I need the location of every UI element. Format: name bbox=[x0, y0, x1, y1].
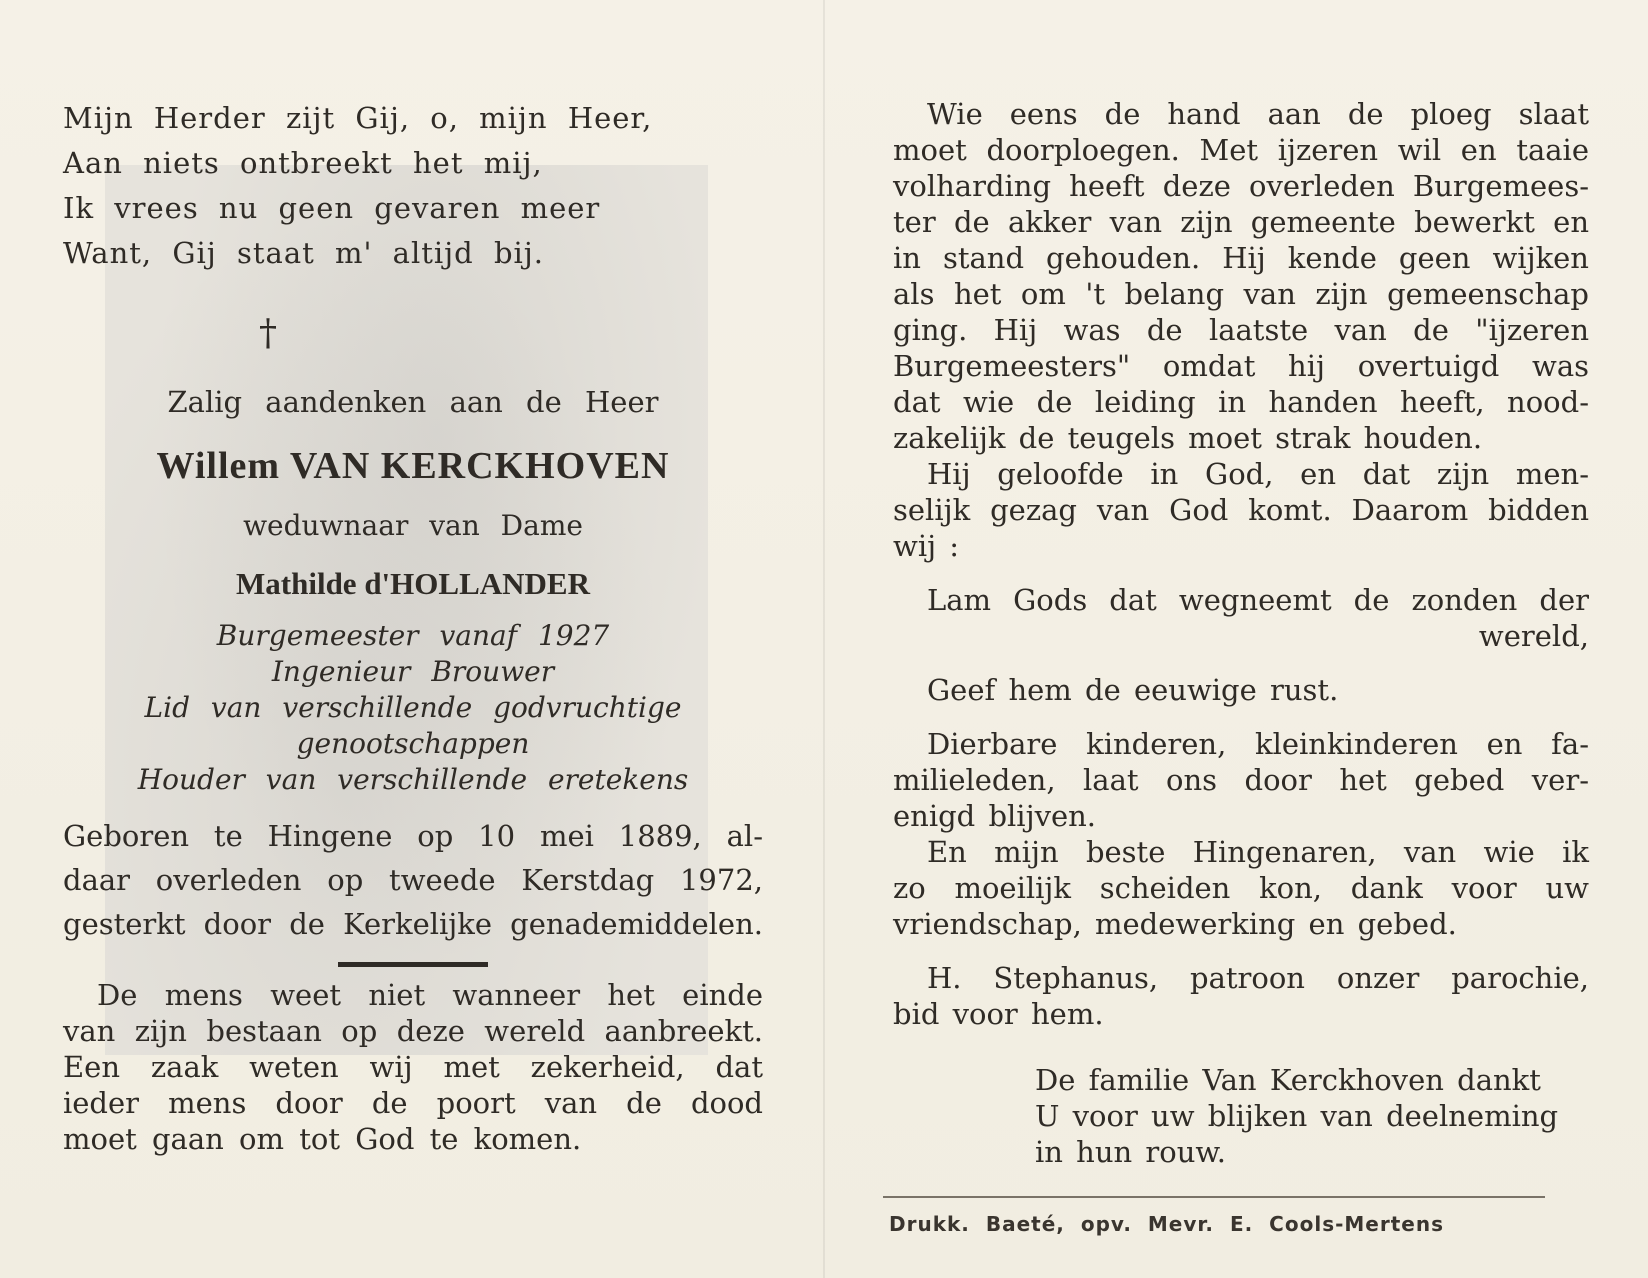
deceased-name: Willem VAN KERCKHOVEN bbox=[156, 445, 670, 487]
text-line: als het om 't belang van zijn gemeenschap bbox=[893, 277, 1589, 311]
spacer bbox=[893, 654, 1589, 672]
reflection-text bbox=[63, 977, 763, 1157]
right-panel bbox=[889, 96, 1589, 1236]
text-line: zo moeilijk scheiden kon, dank voor uw bbox=[893, 871, 1589, 905]
left-panel bbox=[63, 96, 763, 1157]
title-line: genootschappen bbox=[296, 727, 530, 760]
text-line: ter de akker van zijn gemeente bewerkt en bbox=[893, 205, 1589, 239]
text-line: enigd blijven. bbox=[893, 799, 1097, 833]
text-line: Dierbare kinderen, kleinkinderen en fa- bbox=[927, 727, 1589, 761]
text-line: ieder mens door de poort van de dood bbox=[63, 1086, 763, 1120]
text-line: bid voor hem. bbox=[893, 997, 1104, 1031]
widower-line: weduwnaar van Dame bbox=[243, 509, 583, 542]
birth-death-text bbox=[63, 814, 763, 946]
text-line: H. Stephanus, patroon onzer parochie, bbox=[927, 961, 1589, 995]
text-line: moet doorploegen. Met ijzeren wil en taaie bbox=[893, 133, 1589, 167]
paragraph-plough bbox=[893, 96, 1589, 456]
text-line: U voor uw blijken van deelneming bbox=[1035, 1099, 1559, 1133]
title-line: Ingenieur Brouwer bbox=[271, 655, 555, 688]
poem-line: Want, Gij staat m' altijd bij. bbox=[63, 236, 544, 270]
footer-rule bbox=[883, 1196, 1545, 1198]
text-line: Geef hem de eeuwige rust. bbox=[927, 673, 1339, 707]
prayer bbox=[893, 582, 1589, 708]
text-line: En mijn beste Hingenaren, van wie ik bbox=[927, 835, 1589, 869]
card-fold bbox=[823, 0, 825, 1278]
text-line: Hij geloofde in God, en dat zijn men- bbox=[927, 457, 1589, 491]
memorial-header bbox=[63, 306, 763, 798]
title-line: Lid van verschillende godvruchtige bbox=[144, 691, 682, 724]
spacer bbox=[893, 942, 1589, 960]
titles-list bbox=[63, 618, 763, 798]
poem-line: Mijn Herder zijt Gij, o, mijn Heer, bbox=[63, 101, 653, 135]
poem bbox=[63, 96, 763, 276]
in-memory-line: Zalig aandenken aan de Heer bbox=[167, 385, 659, 419]
cross-icon: † bbox=[259, 313, 277, 354]
title-line: Houder van verschillende eretekens bbox=[137, 763, 689, 796]
text-line: wij : bbox=[893, 529, 960, 563]
text-line: De familie Van Kerckhoven dankt bbox=[1035, 1063, 1541, 1097]
text-line: Lam Gods dat wegneemt de zonden der bbox=[927, 583, 1589, 617]
paragraph-stephanus bbox=[893, 960, 1589, 1032]
family-thanks bbox=[1035, 1062, 1589, 1170]
text-line: dat wie de leiding in handen heeft, nood- bbox=[893, 385, 1589, 419]
text-line: gesterkt door de Kerkelijke genademiddelen. bbox=[63, 907, 763, 941]
poem-line: Ik vrees nu geen gevaren meer bbox=[63, 191, 601, 225]
text-line: De mens weet niet wanneer het einde bbox=[97, 978, 763, 1012]
divider-rule bbox=[338, 962, 488, 967]
text-line: van zijn bestaan op deze wereld aanbreekt. bbox=[63, 1014, 763, 1048]
paragraph-family bbox=[893, 726, 1589, 834]
text-line: Burgemeesters" omdat hij overtuigd was bbox=[893, 349, 1589, 383]
text-line: in stand gehouden. Hij kende geen wijken bbox=[893, 241, 1589, 275]
text-line: wereld, bbox=[1478, 619, 1589, 653]
text-line: moet gaan om tot God te komen. bbox=[63, 1122, 582, 1156]
text-line: vriendschap, medewerking en gebed. bbox=[893, 907, 1457, 941]
text-line: daar overleden op tweede Kerstdag 1972, bbox=[63, 863, 763, 897]
text-line: zakelijk de teugels moet strak houden. bbox=[893, 421, 1483, 455]
spacer bbox=[893, 564, 1589, 582]
paragraph-faith bbox=[893, 456, 1589, 564]
text-line: Geboren te Hingene op 10 mei 1889, al- bbox=[63, 819, 763, 853]
text-line: ging. Hij was de laatste van de "ijzeren bbox=[893, 313, 1589, 347]
text-line: Wie eens de hand aan de ploeg slaat bbox=[927, 97, 1589, 131]
title-line: Burgemeester vanaf 1927 bbox=[216, 619, 610, 652]
spacer bbox=[893, 708, 1589, 726]
poem-line: Aan niets ontbreekt het mij, bbox=[63, 146, 543, 180]
text-line: volharding heeft deze overleden Burgemees- bbox=[893, 169, 1589, 203]
paragraph-hingenaren bbox=[893, 834, 1589, 942]
spouse-name: Mathilde d'HOLLANDER bbox=[236, 566, 590, 601]
text-line: Een zaak weten wij met zekerheid, dat bbox=[63, 1050, 763, 1084]
text-line: milieleden, laat ons door het gebed ver- bbox=[893, 763, 1589, 797]
printer-credit: Drukk. Baeté, opv. Mevr. E. Cools-Mertens bbox=[889, 1212, 1444, 1236]
text-line: selijk gezag van God komt. Daarom bidden bbox=[893, 493, 1589, 527]
spacer bbox=[893, 1032, 1589, 1062]
text-line: in hun rouw. bbox=[1035, 1135, 1227, 1169]
